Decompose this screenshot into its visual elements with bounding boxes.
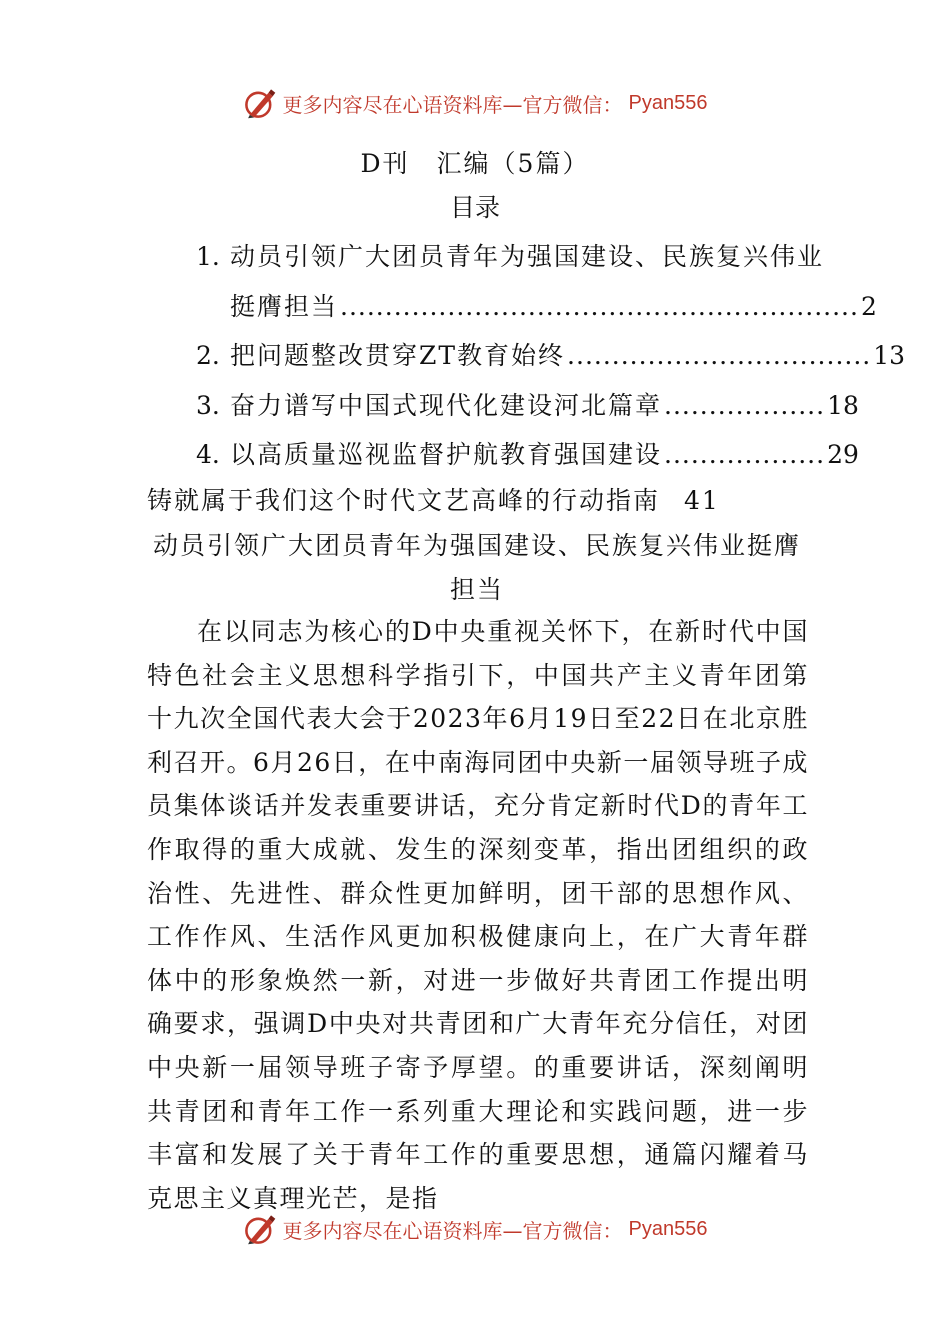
toc-number: 3. (196, 391, 220, 420)
header-watermark (0, 86, 950, 120)
toc-leader-dots: .................. (664, 440, 826, 469)
toc-number: 2. (196, 341, 220, 370)
toc-entry-2[interactable] (196, 340, 906, 372)
toc-page-number: 18 (827, 391, 859, 420)
toc-page-number: 13 (873, 341, 906, 370)
toc-leader-dots: .................................. (567, 341, 872, 370)
toc-number: 1. (196, 242, 220, 271)
section-title: 动员引领广大团员青年为强国建设、民族复兴伟业挺膺担当 (152, 531, 801, 604)
toc-entry-title: 以高质量巡视监督护航教育强国建设 (230, 440, 663, 469)
watermark-wechat-id: Pyan556 (628, 1217, 708, 1240)
footer-watermark (0, 1212, 950, 1246)
watermark-text: 更多内容尽在心语资料库—官方微信： (282, 92, 623, 117)
pen-logo-icon (243, 86, 277, 120)
toc-entry-5[interactable] (147, 481, 720, 517)
toc-entry-title: 奋力谱写中国式现代化建设河北篇章 (230, 391, 663, 420)
toc-entry-1[interactable] (196, 241, 877, 323)
toc-leader-dots: .................. (664, 391, 826, 420)
toc-leader-dots: .......................................................... (340, 292, 859, 321)
toc-page-number: 2 (860, 292, 877, 321)
toc-entry-title: 动员引领广大团员青年为强国建设、民族复兴伟业 (230, 242, 825, 271)
body-paragraph: 在以同志为核心的D中央重视关怀下，在新时代中国特色社会主义思想科学指引下，中国共产主义青年团第十九次全国代表大会于2023年6月19日至22日在北京胜利召开。6月26日，在中南海同团中央新一届领导班子成员集体谈话并发表重要讲话，充分肯定新时代D的青年工作取得的重大成就、发生的深刻变革，指出团组织的政治性、先进性、群众性更加鲜明，团干部的思想作风、工作作风、生活作风更加积极健康向上，在广大青年群体中的形象焕然一新，对进一步做好共青团工作提出明确要求，强调D中央对共青团和广大青年充分信任，对团中央新一届领导班子寄予厚望。的重要讲话，深刻阐明共青团和青年工作一系列重大理论和实践问题，进一步丰富和发展了关于青年工作的重要思想，通篇闪耀着马克思主义真理光芒，是指 (147, 617, 809, 1213)
watermark-wechat-id: Pyan556 (628, 91, 708, 114)
toc-entry-3[interactable] (196, 390, 859, 422)
toc-entry-4[interactable] (196, 439, 859, 471)
toc-heading: 目录 (449, 193, 500, 222)
toc-entry-title: 把问题整改贯穿ZT教育始终 (230, 341, 566, 370)
pen-logo-icon (243, 1212, 277, 1246)
toc-page-number: 29 (827, 440, 859, 469)
watermark-text: 更多内容尽在心语资料库—官方微信： (282, 1218, 623, 1243)
toc-number: 4. (196, 440, 220, 469)
toc-entry-title-cont: 挺膺担当 (230, 292, 339, 321)
toc-page-number: 41 (683, 486, 720, 515)
document-title: D刊 汇编（5篇） (360, 149, 590, 178)
toc-entry-title: 铸就属于我们这个时代文艺高峰的行动指南 (147, 486, 661, 515)
